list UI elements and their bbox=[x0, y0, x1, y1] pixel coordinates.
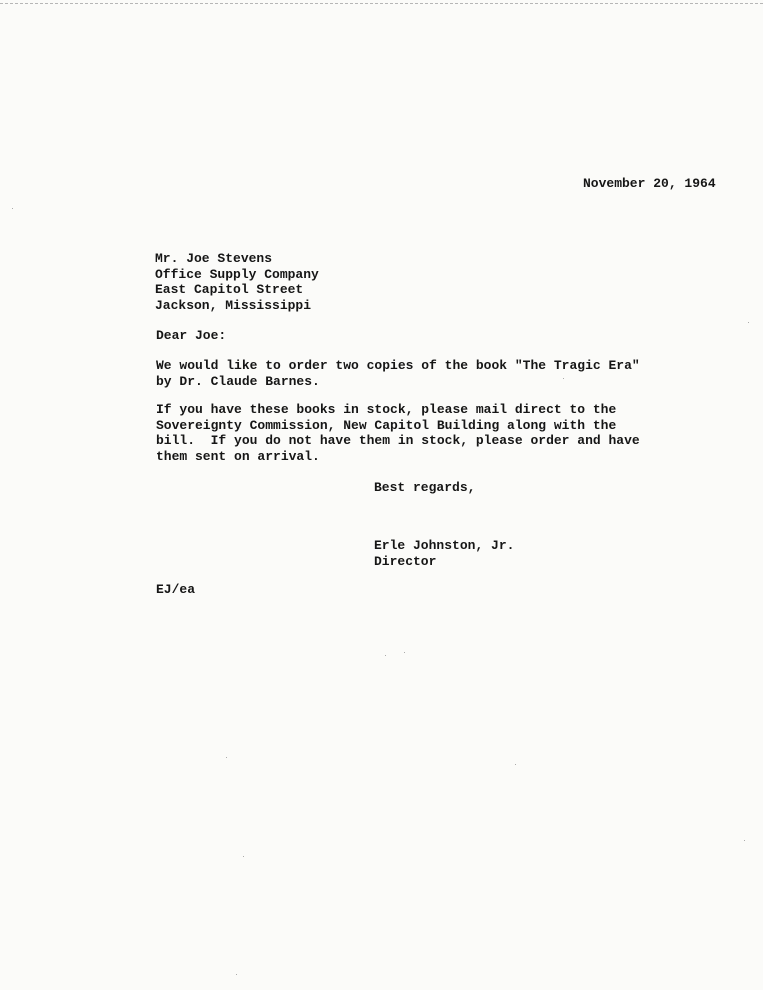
scan-speck bbox=[236, 974, 237, 975]
scan-speck bbox=[744, 840, 745, 841]
recipient-city: Jackson, Mississippi bbox=[155, 297, 312, 313]
recipient-street: East Capitol Street bbox=[155, 282, 304, 298]
paragraph-2-line: Sovereignty Commission, New Capitol Building along with the bbox=[156, 417, 617, 433]
scan-speck bbox=[563, 378, 564, 379]
initials-text: EJ/ea bbox=[156, 582, 196, 597]
signature-block bbox=[374, 538, 514, 569]
paragraph-2-line: If you have these books in stock, please mail direct to the bbox=[156, 402, 617, 417]
scan-speck bbox=[12, 208, 13, 209]
scan-speck bbox=[243, 856, 244, 857]
closing-text: Best regards, bbox=[374, 480, 476, 495]
paragraph-1-line: by Dr. Claude Barnes. bbox=[156, 373, 320, 389]
letter-date bbox=[583, 176, 716, 192]
scan-speck bbox=[404, 652, 405, 653]
scan-speck bbox=[748, 322, 749, 323]
body-paragraph-1 bbox=[156, 358, 640, 389]
recipient-name: Mr. Joe Stevens bbox=[155, 251, 273, 266]
scan-speck bbox=[515, 764, 516, 765]
signer-name: Erle Johnston, Jr. bbox=[374, 538, 515, 553]
scan-top-edge bbox=[0, 3, 763, 4]
recipient-company: Office Supply Company bbox=[155, 266, 319, 282]
paragraph-1-line: We would like to order two copies of the book "The Tragic Era" bbox=[156, 358, 640, 373]
salutation bbox=[156, 328, 226, 344]
salutation-text: Dear Joe: bbox=[156, 328, 227, 343]
reference-initials bbox=[156, 582, 195, 598]
closing bbox=[374, 480, 475, 496]
recipient-address bbox=[155, 251, 319, 313]
scan-speck bbox=[385, 655, 386, 656]
signer-title: Director bbox=[374, 553, 437, 569]
paragraph-2-line: them sent on arrival. bbox=[156, 448, 320, 464]
body-paragraph-2 bbox=[156, 402, 640, 464]
paragraph-2-line: bill. If you do not have them in stock, please order and have bbox=[156, 433, 640, 449]
scan-speck bbox=[226, 757, 227, 758]
date-text: November 20, 1964 bbox=[583, 176, 716, 191]
